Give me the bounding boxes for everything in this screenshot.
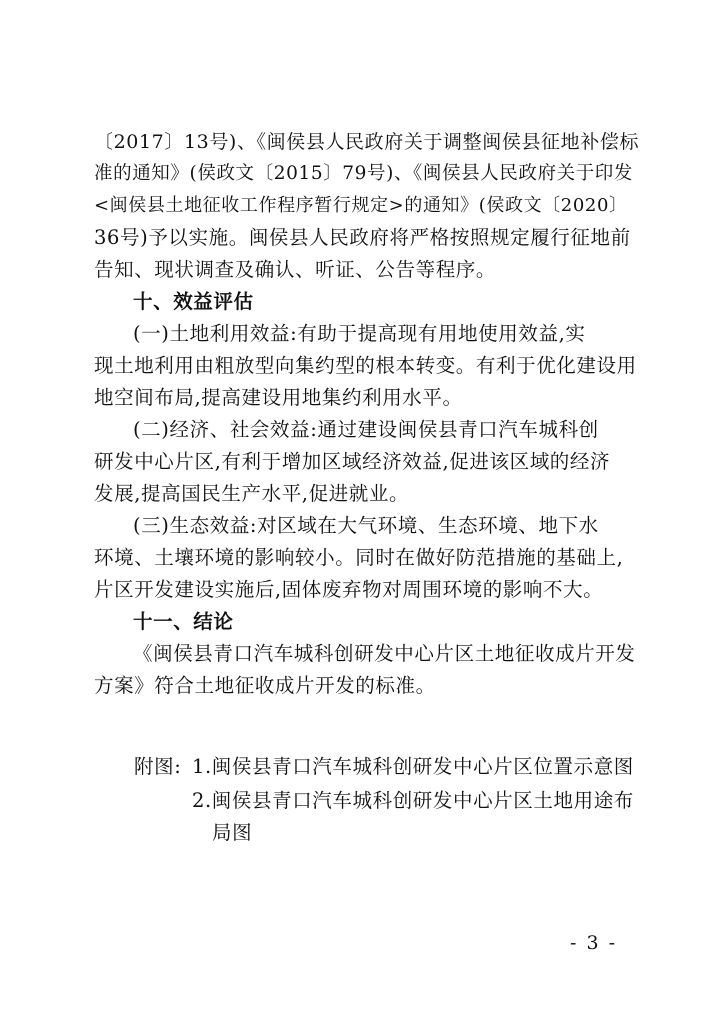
attachment-item: 1.闽侯县青口汽车城科创研发中心片区位置示意图 (192, 755, 634, 778)
paragraph-line: 〔2017〕13号)、《闽侯县人民政府关于调整闽侯县征地补偿标 (94, 131, 640, 153)
paragraph-line: 现土地利用由粗放型向集约型的根本转变。有利于优化建设用 (94, 354, 637, 377)
paragraph-line: 告知、现状调查及确认、听证、公告等程序。 (94, 258, 497, 281)
paragraph-line: 方案》符合土地征收成片开发的标准。 (94, 674, 436, 697)
paragraph-line: (三)生态效益:对区域在大气环境、生态环境、地下水 (133, 514, 599, 537)
attachment-item: 2.闽侯县青口汽车城科创研发中心片区土地用途布 (192, 789, 634, 812)
paragraph-line: 环境、土壤环境的影响较小。同时在做好防范措施的基础上, (94, 546, 624, 569)
paragraph-line: <闽侯县土地征收工作程序暂行规定>的通知》(侯政文〔2020〕 (94, 195, 628, 216)
attachment-item-continuation: 局图 (212, 821, 253, 844)
section-heading-benefit-evaluation: 十、效益评估 (133, 290, 254, 313)
paragraph-line: 36号)予以实施。闽侯县人民政府将严格按照规定履行征地前 (94, 226, 631, 249)
paragraph-line: (二)经济、社会效益:通过建设闽侯县青口汽车城科创 (133, 418, 599, 441)
paragraph-line: 研发中心片区,有利于增加区域经济效益,促进该区域的经济 (94, 450, 611, 473)
paragraph-line: 发展,提高国民生产水平,促进就业。 (94, 482, 410, 505)
attachments-label: 附图: (134, 755, 182, 778)
paragraph-line: 地空间布局,提高建设用地集约利用水平。 (94, 386, 463, 409)
page-number: - 3 - (570, 932, 618, 954)
paragraph-line: 片区开发建设实施后,固体废弃物对周围环境的影响不大。 (94, 578, 604, 601)
paragraph-line: (一)土地利用效益:有助于提高现有用地使用效益,实 (133, 322, 586, 345)
paragraph-line: 《闽侯县青口汽车城科创研发中心片区土地征收成片开发 (133, 642, 636, 665)
paragraph-line: 准的通知》(侯政文〔2015〕79号)、《闽侯县人民政府关于印发 (94, 163, 634, 184)
section-heading-conclusion: 十一、结论 (133, 610, 234, 633)
